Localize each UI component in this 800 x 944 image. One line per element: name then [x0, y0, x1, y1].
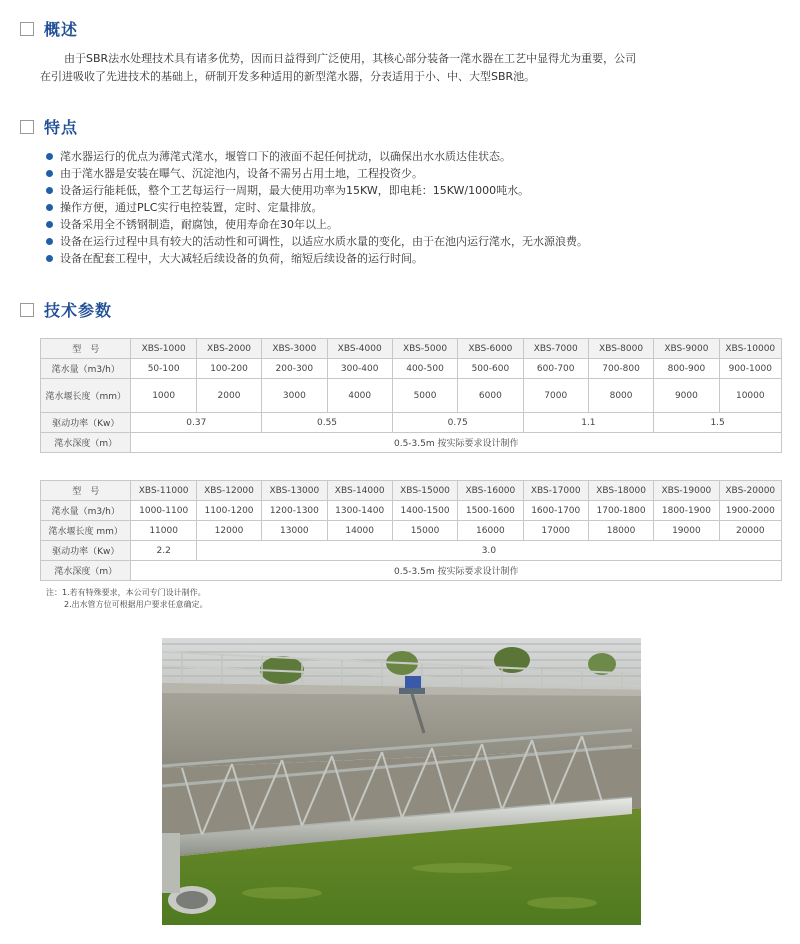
note-1: 注：1.若有特殊要求，本公司专门设计制作。 [46, 588, 206, 597]
bullet-icon [46, 187, 53, 194]
features-title: 特点 [44, 118, 79, 137]
model-cell: XBS-6000 [458, 339, 523, 359]
flow-cell: 600-700 [523, 359, 588, 379]
checkbox-square-icon [20, 120, 34, 134]
table-row [41, 501, 782, 521]
model-cell: XBS-16000 [458, 481, 523, 501]
power-cell: 1.5 [654, 413, 782, 433]
table-row [41, 561, 782, 581]
weir-cell: 8000 [588, 379, 653, 413]
spec-table-1 [40, 338, 782, 453]
decanter-photo-drawing [162, 638, 641, 925]
weir-cell: 5000 [392, 379, 457, 413]
checkbox-square-icon [20, 303, 34, 317]
model-cell: XBS-2000 [196, 339, 261, 359]
weir-cell: 14000 [327, 521, 392, 541]
model-cell: XBS-17000 [523, 481, 588, 501]
note-2: 2.出水管方位可根据用户要求任意确定。 [64, 600, 208, 609]
model-cell: XBS-18000 [588, 481, 653, 501]
feature-item: 由于滗水器是安装在曝气、沉淀池内，设备不需另占用土地，工程投资少。 [46, 165, 786, 182]
table-row [41, 413, 782, 433]
table-row [41, 541, 782, 561]
model-cell: XBS-4000 [327, 339, 392, 359]
table-row [41, 359, 782, 379]
weir-cell: 3000 [262, 379, 327, 413]
flow-cell: 1200-1300 [262, 501, 327, 521]
model-cell: XBS-5000 [392, 339, 457, 359]
bullet-icon [46, 204, 53, 211]
flow-cell: 1400-1500 [392, 501, 457, 521]
weir-cell: 4000 [327, 379, 392, 413]
overview-line-1: 由于SBR法水处理技术具有诸多优势，因而日益得到广泛使用，其核心部分装备一滗水器在工艺中显得尤为重要，公司 [64, 52, 637, 65]
power-cell: 0.55 [262, 413, 393, 433]
bullet-icon [46, 238, 53, 245]
power-cell: 1.1 [523, 413, 654, 433]
power-cell: 2.2 [131, 541, 196, 561]
model-cell: XBS-20000 [719, 481, 781, 501]
weir-cell: 18000 [588, 521, 653, 541]
flow-cell: 200-300 [262, 359, 327, 379]
bullet-icon [46, 255, 53, 262]
notes [46, 587, 208, 611]
power-cell: 3.0 [196, 541, 781, 561]
overview-text [40, 50, 785, 86]
weir-cell: 19000 [654, 521, 719, 541]
flow-cell: 100-200 [196, 359, 261, 379]
model-cell: XBS-13000 [262, 481, 327, 501]
weir-cell: 2000 [196, 379, 261, 413]
flow-cell: 900-1000 [719, 359, 781, 379]
model-cell: XBS-15000 [392, 481, 457, 501]
table-row [41, 521, 782, 541]
flow-cell: 50-100 [131, 359, 196, 379]
weir-cell: 1000 [131, 379, 196, 413]
overview-line-2: 在引进吸收了先进技术的基础上，研制开发多种适用的新型滗水器，分表适用于小、中、大型SBR池。 [40, 70, 536, 83]
bullet-icon [46, 153, 53, 160]
weir-cell: 13000 [262, 521, 327, 541]
feature-item: 滗水器运行的优点为薄滗式滗水，堰管口下的液面不起任何扰动，以确保出水水质达佳状态。 [46, 148, 786, 165]
model-cell: XBS-11000 [131, 481, 196, 501]
params-title: 技术参数 [44, 301, 113, 320]
model-cell: XBS-8000 [588, 339, 653, 359]
model-cell: XBS-19000 [654, 481, 719, 501]
weir-cell: 6000 [458, 379, 523, 413]
flow-cell: 1800-1900 [654, 501, 719, 521]
flow-cell: 1500-1600 [458, 501, 523, 521]
feature-item: 操作方便，通过PLC实行电控装置，定时、定量排放。 [46, 199, 786, 216]
flow-cell: 1700-1800 [588, 501, 653, 521]
bullet-icon [46, 170, 53, 177]
weir-label: 滗水堰长度 mm） [41, 521, 131, 541]
power-label: 驱动功率（Kw） [41, 413, 131, 433]
power-cell: 0.37 [131, 413, 262, 433]
flow-cell: 1100-1200 [196, 501, 261, 521]
flow-cell: 800-900 [654, 359, 719, 379]
table-row [41, 379, 782, 413]
decanter-photo [162, 638, 641, 925]
feature-item: 设备运行能耗低，整个工艺每运行一周期，最大使用功率为15KW，即电耗：15KW/1000吨水。 [46, 182, 786, 199]
weir-cell: 20000 [719, 521, 781, 541]
model-cell: XBS-14000 [327, 481, 392, 501]
flow-cell: 500-600 [458, 359, 523, 379]
model-cell: XBS-9000 [654, 339, 719, 359]
feature-item: 设备采用全不锈钢制造，耐腐蚀，使用寿命在30年以上。 [46, 216, 786, 233]
flow-cell: 700-800 [588, 359, 653, 379]
weir-cell: 10000 [719, 379, 781, 413]
table-row [41, 339, 782, 359]
weir-cell: 17000 [523, 521, 588, 541]
depth-cell: 0.5-3.5m 按实际要求设计制作 [131, 561, 782, 581]
depth-cell: 0.5-3.5m 按实际要求设计制作 [131, 433, 782, 453]
flow-cell: 1000-1100 [131, 501, 196, 521]
model-cell: XBS-12000 [196, 481, 261, 501]
params-heading [20, 298, 112, 321]
model-cell: XBS-10000 [719, 339, 781, 359]
spec-table-2 [40, 480, 782, 581]
features-heading [20, 115, 78, 138]
weir-cell: 15000 [392, 521, 457, 541]
flow-label: 滗水量（m3/h） [41, 501, 131, 521]
table-row [41, 481, 782, 501]
flow-cell: 1900-2000 [719, 501, 781, 521]
feature-item: 设备在运行过程中具有较大的活动性和可调性，以适应水质水量的变化，由于在池内运行滗水，无水源浪费。 [46, 233, 786, 250]
model-cell: XBS-3000 [262, 339, 327, 359]
depth-label: 滗水深度（m） [41, 561, 131, 581]
weir-cell: 11000 [131, 521, 196, 541]
overview-heading [20, 17, 78, 40]
flow-cell: 300-400 [327, 359, 392, 379]
power-cell: 0.75 [392, 413, 523, 433]
flow-cell: 1300-1400 [327, 501, 392, 521]
weir-cell: 9000 [654, 379, 719, 413]
table-row [41, 433, 782, 453]
bullet-icon [46, 221, 53, 228]
depth-label: 滗水深度（m） [41, 433, 131, 453]
weir-cell: 7000 [523, 379, 588, 413]
features-list [46, 148, 786, 267]
weir-cell: 12000 [196, 521, 261, 541]
model-cell: XBS-1000 [131, 339, 196, 359]
model-cell: XBS-7000 [523, 339, 588, 359]
power-label: 驱动功率（Kw） [41, 541, 131, 561]
feature-item: 设备在配套工程中，大大减轻后续设备的负荷，缩短后续设备的运行时间。 [46, 250, 786, 267]
checkbox-square-icon [20, 22, 34, 36]
weir-label: 滗水堰长度（mm） [41, 379, 131, 413]
model-label: 型 号 [41, 339, 131, 359]
flow-cell: 400-500 [392, 359, 457, 379]
flow-cell: 1600-1700 [523, 501, 588, 521]
overview-title: 概述 [44, 20, 79, 39]
weir-cell: 16000 [458, 521, 523, 541]
model-label: 型 号 [41, 481, 131, 501]
flow-label: 滗水量（m3/h） [41, 359, 131, 379]
